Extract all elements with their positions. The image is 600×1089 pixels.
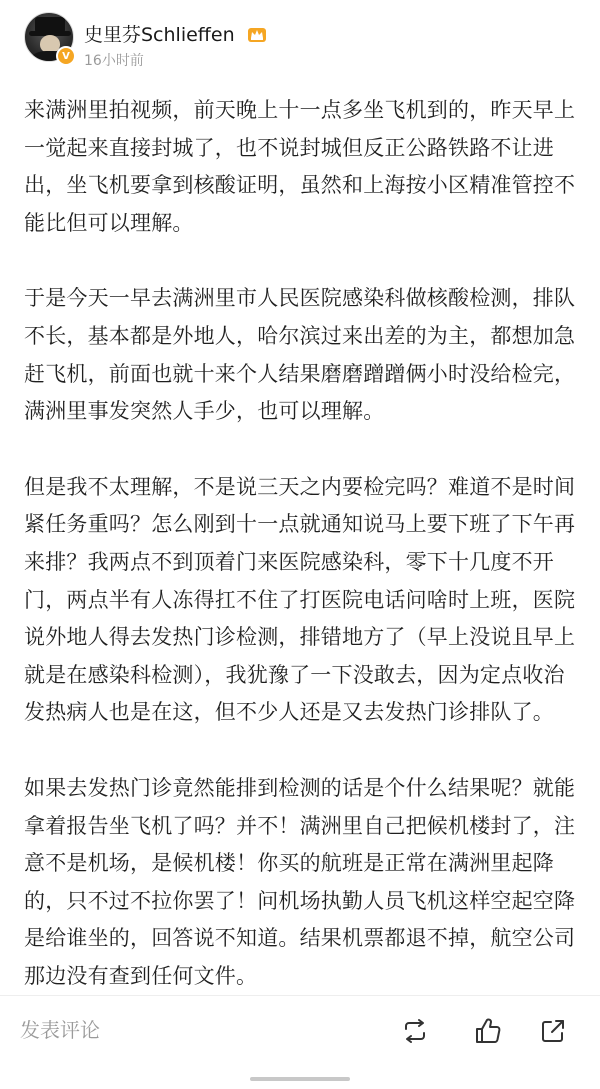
verified-badge-icon: V [56, 46, 76, 66]
author-name[interactable]: 史里芬Schlieffen [84, 24, 235, 46]
share-icon [538, 1016, 568, 1046]
like-button[interactable] [473, 1016, 503, 1046]
post-paragraph: 于是今天一早去满洲里市人民医院感染科做核酸检测，排队不长，基本都是外地人，哈尔滨过来出差的为主，都想加急赶飞机，前面也就十来个人结果磨磨蹭蹭俩小时没给检完，满洲里事发突然人手少，也可以理解。 [24, 286, 576, 424]
post-header [0, 0, 600, 80]
home-indicator[interactable] [250, 1077, 350, 1081]
post-paragraph: 来满洲里拍视频，前天晚上十一点多坐飞机到的，昨天早上一觉起来直接封城了，也不说封城但反正公路铁路不让进出，坐飞机要拿到核酸证明，虽然和上海按小区精准管控不能比但可以理解。 [24, 98, 576, 235]
share-button[interactable] [538, 1016, 568, 1046]
post-paragraph: 如果去发热门诊竟然能排到检测的话是个什么结果呢？就能拿着报告坐飞机了吗？并不！满洲里自己把候机楼封了，注意不是机场，是候机楼！你买的航班是正常在满洲里起降的，只不过不拉你罢了！问机场执勤人员飞机这样空起空降是给谁坐的，回答说不知道。结果机票都退不掉，航空公司那边没有查到任何文件。 [24, 775, 576, 988]
action-bar [0, 995, 600, 1065]
repost-button[interactable] [400, 1016, 430, 1046]
repost-icon [400, 1016, 430, 1046]
post-paragraph: 但是我不太理解，不是说三天之内要检完吗？难道不是时间紧任务重吗？怎么刚到十一点就通知说马上要下班了下午再来排？我两点不到顶着门来医院感染科，零下十几度不开门，两点半有人冻得扛不住了打医院电话问啥时上班，医院说外地人得去发热门诊检测，排错地方了（早上没说且早上就是在感染科检测），我犹豫了一下没敢去，因为定点收治发热病人也是在这，但不少人还是又去发热门诊排队了。 [24, 474, 576, 725]
like-icon [473, 1016, 503, 1046]
comment-input[interactable]: 发表评论 [20, 1018, 100, 1042]
post-time: 16小时前 [84, 53, 144, 69]
post-body [24, 92, 584, 1033]
author-name-row[interactable] [84, 20, 267, 47]
crown-icon [247, 25, 267, 43]
